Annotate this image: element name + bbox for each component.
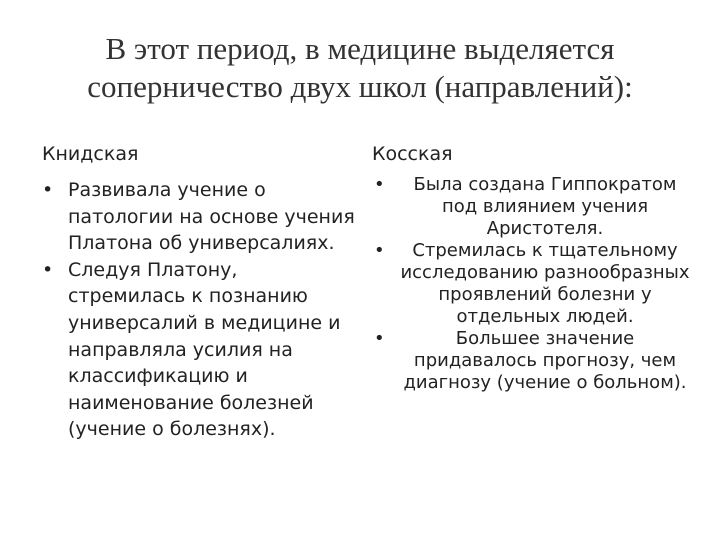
bullet-icon: • [374,328,385,349]
list-item-text: Следуя Платону, стремилась к познанию универсалий в медицине и направляла усилия на классификацию и наименование болезней (учение о болезнях). [68,258,341,441]
list-item [42,257,358,443]
bullet-icon: • [374,174,385,195]
bullet-icon: • [374,240,385,261]
bullet-icon: • [42,258,54,281]
list-item-text: Была создана Гиппократом под влиянием учения Аристотеля. [413,174,677,239]
slide-title-line-1: В этот период, в медицине выделяется [105,31,615,66]
slide-title-line-2: соперничество двух школ (направлений): [87,69,633,104]
slide-title [40,30,680,106]
list-item-text: Стремилась к тщательному исследованию разнообразных проявлений болезни у отдельных людей. [400,240,690,327]
left-column-list [42,177,358,443]
bullet-icon: • [42,179,54,201]
list-item-text: Большее значение придавалось прогнозу, чем диагнозу (учение о больном). [403,328,687,393]
right-column-heading: Косская [372,143,453,165]
left-column-heading: Книдская [42,143,139,165]
right-column-list [374,174,690,394]
list-item [42,177,358,257]
list-item [374,328,690,394]
list-item [374,240,690,328]
list-item-text: Развивала учение о патологии на основе учения Платона об универсалиях. [68,179,355,255]
list-item [374,174,690,240]
